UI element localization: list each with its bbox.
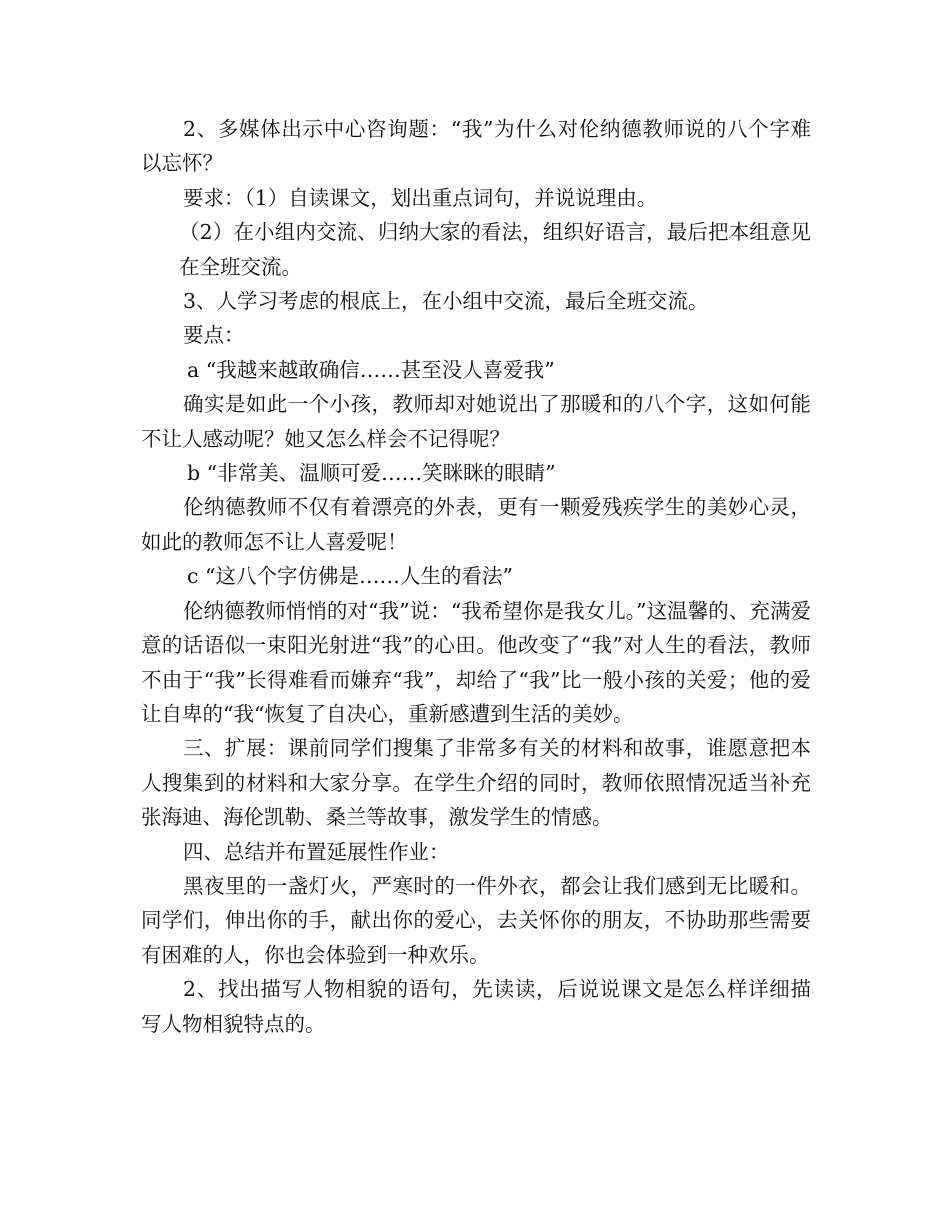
paragraph-a-explanation: 确实是如此一个小孩，教师却对她说出了那暖和的八个字，这如何能不让人感动呢？她又怎么样会不记得呢？	[141, 392, 811, 451]
paragraph-summary-heading: 四、总结并布置延展性作业：	[183, 839, 450, 864]
paragraph-summary: 黑夜里的一盏灯火，严寒时的一件外衣，都会让我们感到无比暖和。同学们，伸出你的手，献出你的爱心，去关怀你的朋友，不协助那些需要有困难的人，你也会体验到一种欢乐。	[141, 873, 811, 967]
key-point-b: b “非常美、温顺可爱……笑眯眯的眼睛”	[187, 461, 556, 486]
paragraph-extension: 三、扩展：课前同学们搜集了非常多有关的材料和故事，谁愿意把本人搜集到的材料和大家分享。在学生介绍的同时，教师依照情况适当补充张海迪、海伦凯勒、桑兰等故事，激发学生的情感。	[141, 736, 811, 830]
key-point-a: a “我越来越敢确信……甚至没人喜爱我”	[187, 357, 555, 382]
document-body	[141, 112, 811, 1041]
paragraph-step-3: 3、人学习考虑的根底上，在小组中交流，最后全班交流。	[183, 289, 709, 314]
paragraph-key-points: 要点：	[183, 323, 245, 348]
paragraph-c-explanation: 伦纳德教师悄悄的对“我”说：“我希望你是我女儿。”这温馨的、充满爱意的话语似一束阳光射进“我”的心田。他改变了“我”对人生的看法，教师不由于“我”长得难看而嫌弃“我”，却给了“我”比一般小孩的关爱；他的爱让自卑的“我“恢复了自决心，重新感遭到生活的美妙。	[141, 598, 811, 726]
paragraph-requirement: 要求：（1）自读课文，划出重点词句，并说说理由。	[183, 185, 658, 210]
paragraph-b-explanation: 伦纳德教师不仅有着漂亮的外表，更有一颗爱残疾学生的美妙心灵，如此的教师怎不让人喜爱呢！	[141, 495, 811, 554]
paragraph-question: 2、多媒体出示中心咨询题：“我”为什么对伦纳德教师说的八个字难以忘怀？	[141, 117, 811, 176]
key-point-c: c “这八个字仿佛是……人生的看法”	[187, 564, 513, 589]
paragraph-assignment: 2、找出描写人物相貌的语句，先读读，后说说课文是怎么样详细描写人物相貌特点的。	[141, 977, 811, 1036]
paragraph-requirement-2: （2）在小组内交流、归纳大家的看法，组织好语言，最后把本组意见在全班交流。	[179, 220, 811, 279]
